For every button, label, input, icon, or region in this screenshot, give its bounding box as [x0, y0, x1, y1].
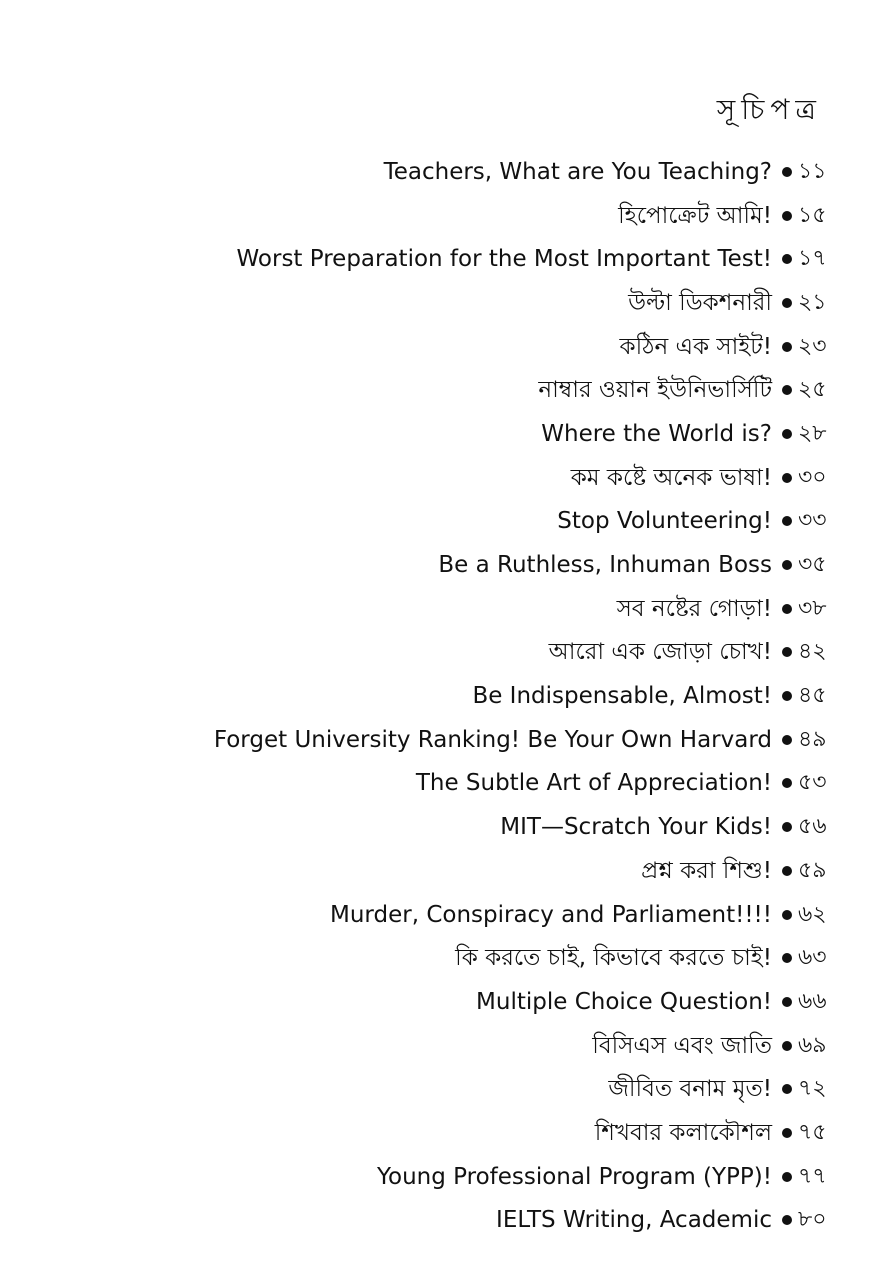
toc-entry-title: কি করতে চাই, কিভাবে করতে চাই!: [455, 945, 772, 972]
bullet-icon: [782, 1084, 792, 1094]
toc-entry-page-number: ৪৫: [798, 683, 827, 709]
bullet-icon: [782, 1128, 792, 1138]
toc-entry: [22, 368, 827, 412]
toc-entry-page-number: ৪২: [798, 639, 827, 665]
toc-entry-page-number: ৬৬: [798, 988, 827, 1014]
toc-entry-title: Murder, Conspiracy and Parliament!!!!: [330, 901, 772, 928]
bullet-icon: [782, 342, 792, 352]
toc-entry: [22, 1067, 827, 1111]
toc-entry-title: কঠিন এক সাইট!: [619, 333, 772, 360]
toc-entry-page-number: ৩৫: [798, 552, 827, 578]
bullet-icon: [782, 822, 792, 832]
bullet-icon: [782, 254, 792, 264]
toc-entry: [22, 674, 827, 718]
toc-entry-page-number: ৬৯: [798, 1032, 827, 1058]
toc-entry-title: উল্টা ডিকশনারী: [628, 289, 772, 316]
toc-entry-page-number: ১৫: [798, 202, 827, 228]
bullet-icon: [782, 647, 792, 657]
toc-entry-page-number: ১৭: [798, 246, 827, 272]
toc-entry-page-number: ২৮: [798, 420, 827, 446]
bullet-icon: [782, 298, 792, 308]
toc-entry-title: প্রশ্ন করা শিশু!: [641, 857, 772, 884]
bullet-icon: [782, 1172, 792, 1182]
toc-entry: [22, 631, 827, 675]
toc-entry-page-number: ২১: [798, 289, 827, 315]
toc-entry-title: Be Indispensable, Almost!: [472, 683, 772, 710]
toc-entry-title: Worst Preparation for the Most Important Test!: [236, 246, 772, 273]
toc-entry: [22, 849, 827, 893]
toc-entry: [22, 805, 827, 849]
toc-entry-title: জীবিত বনাম মৃত!: [608, 1076, 772, 1103]
toc-entry-page-number: ৭৫: [798, 1119, 827, 1145]
bullet-icon: [782, 211, 792, 221]
bullet-icon: [782, 560, 792, 570]
toc-entry-page-number: ৬২: [798, 901, 827, 927]
toc-entry: [22, 150, 827, 194]
toc-entry-title: আরো এক জোড়া চোখ!: [548, 639, 772, 666]
toc-entry-title: কম কষ্টে অনেক ভাষা!: [570, 464, 772, 491]
toc-entry-title: Teachers, What are You Teaching?: [383, 158, 772, 185]
bullet-icon: [782, 473, 792, 483]
bullet-icon: [782, 866, 792, 876]
toc-entry-page-number: ৩৮: [798, 595, 827, 621]
toc-entry: [22, 1155, 827, 1199]
bullet-icon: [782, 429, 792, 439]
toc-entry-page-number: ৫৩: [798, 770, 827, 796]
toc-entry-page-number: ৩৩: [798, 508, 827, 534]
page-title: সূচিপত্র: [716, 93, 822, 126]
toc-entry-title: Where the World is?: [541, 420, 772, 447]
toc-entry: [22, 718, 827, 762]
bullet-icon: [782, 735, 792, 745]
bullet-icon: [782, 604, 792, 614]
toc-entry: [22, 1024, 827, 1068]
toc-entry-page-number: ৪৯: [798, 726, 827, 752]
bullet-icon: [782, 910, 792, 920]
toc-entry: [22, 500, 827, 544]
toc-entry-title: শিখবার কলাকৌশল: [594, 1119, 772, 1146]
toc-entry: [22, 194, 827, 238]
toc-entry-title: Stop Volunteering!: [557, 508, 772, 535]
toc-entry-title: The Subtle Art of Appreciation!: [415, 770, 772, 797]
toc-entry-title: বিসিএস এবং জাতি: [592, 1032, 772, 1059]
toc-entry-page-number: ২৩: [798, 333, 827, 359]
toc-entry-page-number: ৭২: [798, 1076, 827, 1102]
bullet-icon: [782, 1215, 792, 1225]
toc-entry-title: নাম্বার ওয়ান ইউনিভার্সিটি: [538, 377, 772, 404]
bullet-icon: [782, 1041, 792, 1051]
toc-entry: [22, 281, 827, 325]
toc-entry-page-number: ১১: [798, 158, 827, 184]
bullet-icon: [782, 167, 792, 177]
toc-entry: [22, 762, 827, 806]
bullet-icon: [782, 691, 792, 701]
bullet-icon: [782, 516, 792, 526]
toc-entry-title: Young Professional Program (YPP)!: [377, 1163, 772, 1190]
toc-entry-page-number: ৭৭: [798, 1163, 827, 1189]
toc-entry-title: Be a Ruthless, Inhuman Boss: [438, 552, 772, 579]
toc-entry: [22, 893, 827, 937]
toc-entry-title: হিপোক্রেট আমি!: [618, 202, 772, 229]
toc-entry: [22, 237, 827, 281]
toc-entry: [22, 325, 827, 369]
toc-entry: [22, 1199, 827, 1243]
toc-entry: [22, 936, 827, 980]
toc-entry-title: Forget University Ranking! Be Your Own Harvard: [213, 726, 772, 753]
toc-entry-page-number: ৩০: [798, 464, 827, 490]
toc-entry-page-number: ৬৩: [798, 945, 827, 971]
table-of-contents: [22, 150, 827, 1242]
toc-entry-title: MIT—Scratch Your Kids!: [500, 814, 772, 841]
toc-entry-title: সব নষ্টের গোড়া!: [616, 595, 772, 622]
toc-entry-page-number: ৫৯: [798, 857, 827, 883]
toc-entry-title: Multiple Choice Question!: [476, 988, 772, 1015]
toc-entry: [22, 980, 827, 1024]
toc-entry: [22, 412, 827, 456]
bullet-icon: [782, 953, 792, 963]
toc-entry: [22, 456, 827, 500]
toc-entry: [22, 1111, 827, 1155]
toc-entry-page-number: ২৫: [798, 377, 827, 403]
toc-entry: [22, 587, 827, 631]
bullet-icon: [782, 997, 792, 1007]
toc-entry-page-number: ৮০: [798, 1207, 827, 1233]
toc-entry: [22, 543, 827, 587]
bullet-icon: [782, 385, 792, 395]
bullet-icon: [782, 778, 792, 788]
toc-entry-title: IELTS Writing, Academic: [496, 1207, 772, 1234]
toc-entry-page-number: ৫৬: [798, 814, 827, 840]
